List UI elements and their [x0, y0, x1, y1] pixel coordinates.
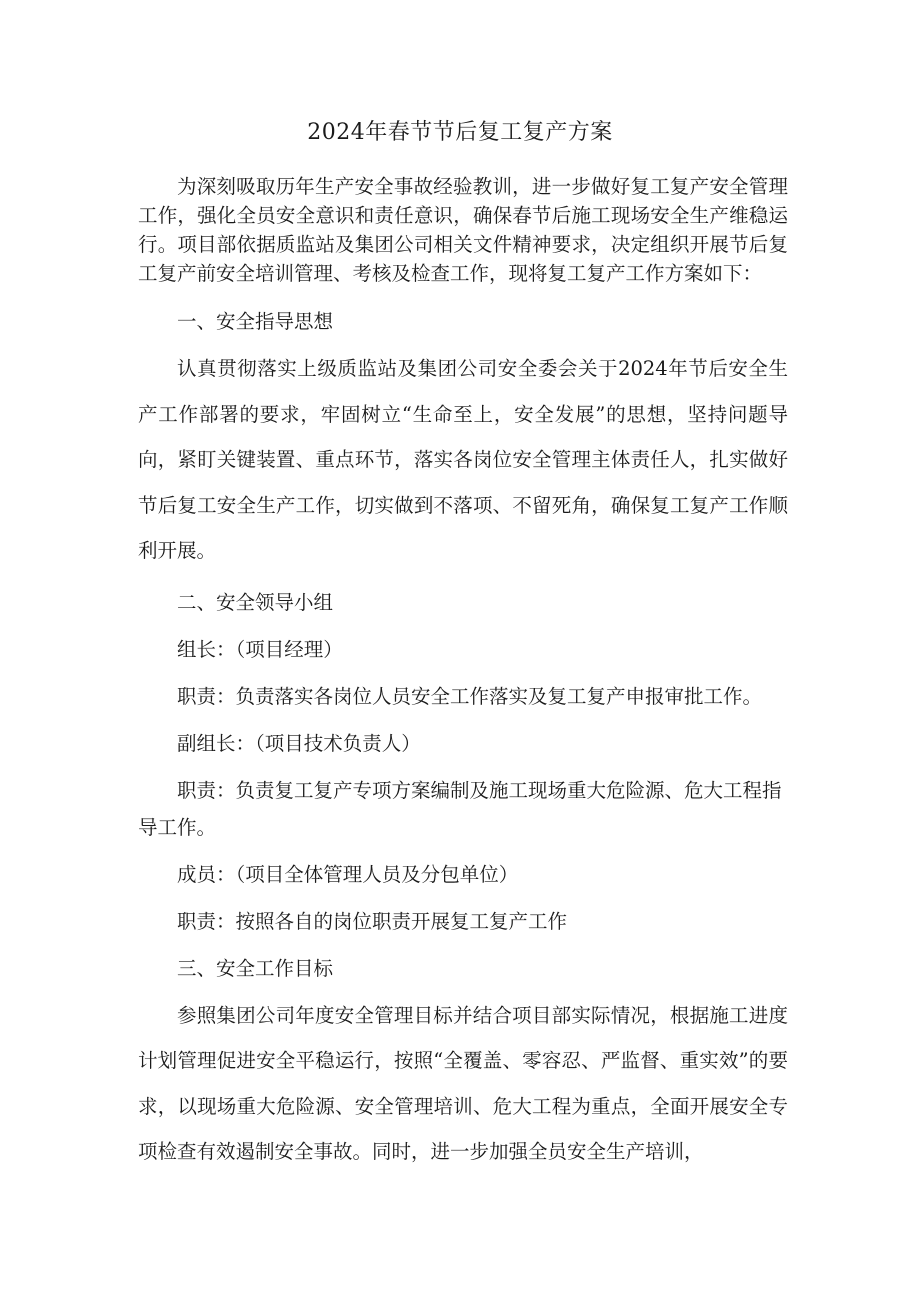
intro-paragraph: 为深刻吸取历年生产安全事故经验教训，进一步做好复工复产安全管理工作，强化全员安全意识和责任意识，确保春节后施工现场安全生产维稳运行。项目部依据质监站及集团公司相关文件精神要求，决定组织开展节后复工复产前安全培训管理、考核及检查工作，现将复工复产工作方案如下： [138, 175, 788, 285]
deputy-leader-duty: 职责：负责复工复产专项方案编制及施工现场重大危险源、危大工程指导工作。 [138, 778, 782, 839]
section-heading-guiding-thought: 一、安全指导思想 [177, 310, 334, 333]
document-body [138, 172, 788, 1175]
group-members-duty: 职责：按照各自的岗位职责开展复工复产工作 [177, 909, 568, 933]
document-title: 2024年春节节后复工复产方案 [307, 120, 613, 145]
section-body-safety-goals: 参照集团公司年度安全管理目标并结合项目部实际情况，根据施工进度计划管理促进安全平稳运行，按照“全覆盖、零容忍、严监督、重实效”的要求，以现场重大危险源、安全管理培训、危大工程为重点，全面开展安全专项检查有效遏制安全事故。同时，进一步加强全员安全生产培训， [138, 1003, 788, 1163]
group-members: 成员：（项目全体管理人员及分包单位） [177, 862, 519, 886]
deputy-leader: 副组长：（项目技术负责人） [177, 731, 421, 755]
section-heading-leadership-group: 二、安全领导小组 [177, 590, 334, 614]
section-body-guiding-thought: 认真贯彻落实上级质监站及集团公司安全委会关于2024年节后安全生产工作部署的要求，牢固树立“生命至上，安全发展”的思想，坚持问题导向，紧盯关键装置、重点环节，落实各岗位安全管理主体责任人，扎实做好节后复工安全生产工作，切实做到不落项、不留死角，确保复工复产工作顺利开展。 [138, 357, 788, 562]
group-leader-duty: 职责：负责落实各岗位人员安全工作落实及复工复产申报审批工作。 [177, 684, 763, 708]
group-leader: 组长：（项目经理） [177, 637, 343, 661]
section-heading-safety-goals: 三、安全工作目标 [177, 956, 334, 980]
